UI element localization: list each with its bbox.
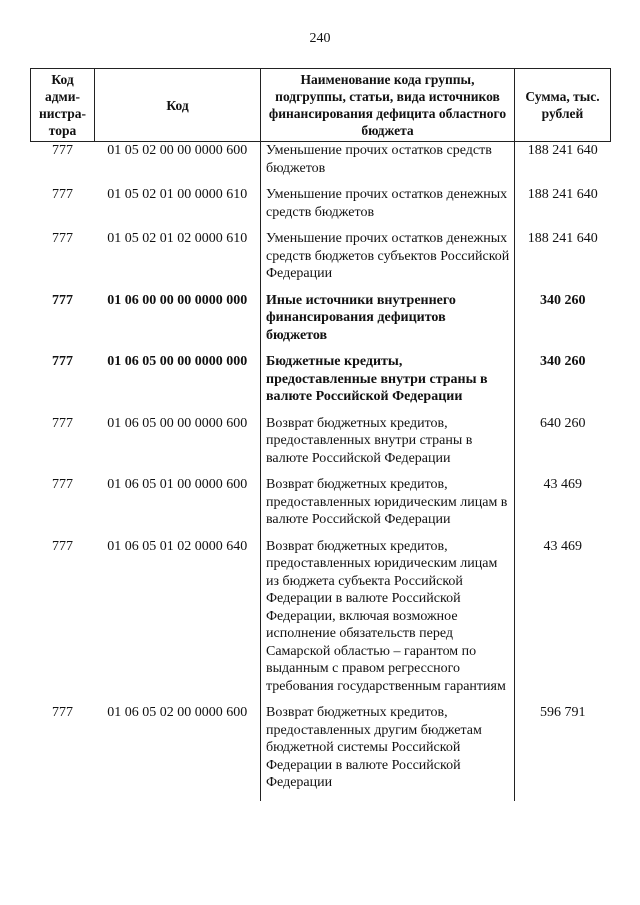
table-row <box>31 142 611 187</box>
code-cell: 01 06 05 00 00 0000 600 <box>107 415 248 431</box>
sum-cell: 43 469 <box>515 476 611 538</box>
table-row <box>31 704 611 801</box>
admin-code-cell: 777 <box>52 231 73 246</box>
code-cell: 01 06 05 01 02 0000 640 <box>107 538 248 554</box>
admin-code-cell: 777 <box>52 143 73 158</box>
sum-cell: 188 241 640 <box>515 142 611 187</box>
admin-code-cell: 777 <box>52 477 73 492</box>
name-cell: Возврат бюджетных кредитов, предоставленных юридическим лицам из бюджета субъекта Российской Федерации в валюте Российской Федерации, включая возможное исполнение обязательств перед Самарской областью – гарантом по выданным с правом регрессного требования государственным гарантиям <box>261 538 515 705</box>
name-cell: Возврат бюджетных кредитов, предоставленных внутри страны в валюте Российской Федерации <box>261 415 515 477</box>
admin-code-cell: 777 <box>52 538 73 554</box>
admin-code-cell: 777 <box>52 354 73 369</box>
sum-cell: 43 469 <box>515 538 611 705</box>
header-name: Наименование кода группы, подгруппы, статьи, вида источников финансирования дефицита областного бюджета <box>261 69 515 142</box>
sum-cell: 340 260 <box>515 292 611 354</box>
code-cell: 01 06 05 01 00 0000 600 <box>107 477 248 492</box>
admin-code-cell: 777 <box>52 705 73 720</box>
table-row <box>31 415 611 477</box>
header-code: Код <box>95 69 261 142</box>
sum-cell: 596 791 <box>515 704 611 801</box>
name-cell: Уменьшение прочих остатков денежных средств бюджетов <box>261 186 515 230</box>
admin-code-cell: 777 <box>52 187 73 202</box>
sources-table <box>30 68 611 801</box>
sum-cell: 188 241 640 <box>515 230 611 292</box>
name-cell: Бюджетные кредиты, предоставленные внутри страны в валюте Российской Федерации <box>261 353 515 415</box>
sum-cell: 188 241 640 <box>515 186 611 230</box>
name-cell: Возврат бюджетных кредитов, предоставленных другим бюджетам бюджетной системы Российской Федерации в валюте Российской Федерации <box>261 704 515 801</box>
table-header-row <box>31 69 611 142</box>
name-cell: Уменьшение прочих остатков денежных средств бюджетов субъектов Российской Федерации <box>261 230 515 292</box>
table-row <box>31 186 611 230</box>
sum-cell: 640 260 <box>515 415 611 477</box>
code-cell: 01 05 02 01 00 0000 610 <box>107 187 248 202</box>
name-cell: Возврат бюджетных кредитов, предоставленных юридическим лицам в валюте Российской Федерации <box>261 476 515 538</box>
code-cell: 01 06 05 02 00 0000 600 <box>107 705 248 720</box>
header-admin-code: Код адми-нистра-тора <box>31 69 95 142</box>
admin-code-cell: 777 <box>52 292 73 308</box>
code-cell: 01 06 00 00 00 0000 000 <box>107 292 248 308</box>
table-row <box>31 353 611 415</box>
table-row <box>31 476 611 538</box>
code-cell: 01 05 02 00 00 0000 600 <box>107 143 248 158</box>
code-cell: 01 06 05 00 00 0000 000 <box>107 354 248 369</box>
name-cell: Иные источники внутреннего финансирования дефицитов бюджетов <box>261 292 515 354</box>
header-sum: Сумма, тыс. рублей <box>515 69 611 142</box>
sum-cell: 340 260 <box>515 353 611 415</box>
table-row <box>31 538 611 705</box>
table-row <box>31 292 611 354</box>
code-cell: 01 05 02 01 02 0000 610 <box>107 231 248 246</box>
table-row <box>31 230 611 292</box>
name-cell: Уменьшение прочих остатков средств бюджетов <box>261 142 515 187</box>
page-number: 240 <box>309 31 331 46</box>
admin-code-cell: 777 <box>52 415 73 431</box>
